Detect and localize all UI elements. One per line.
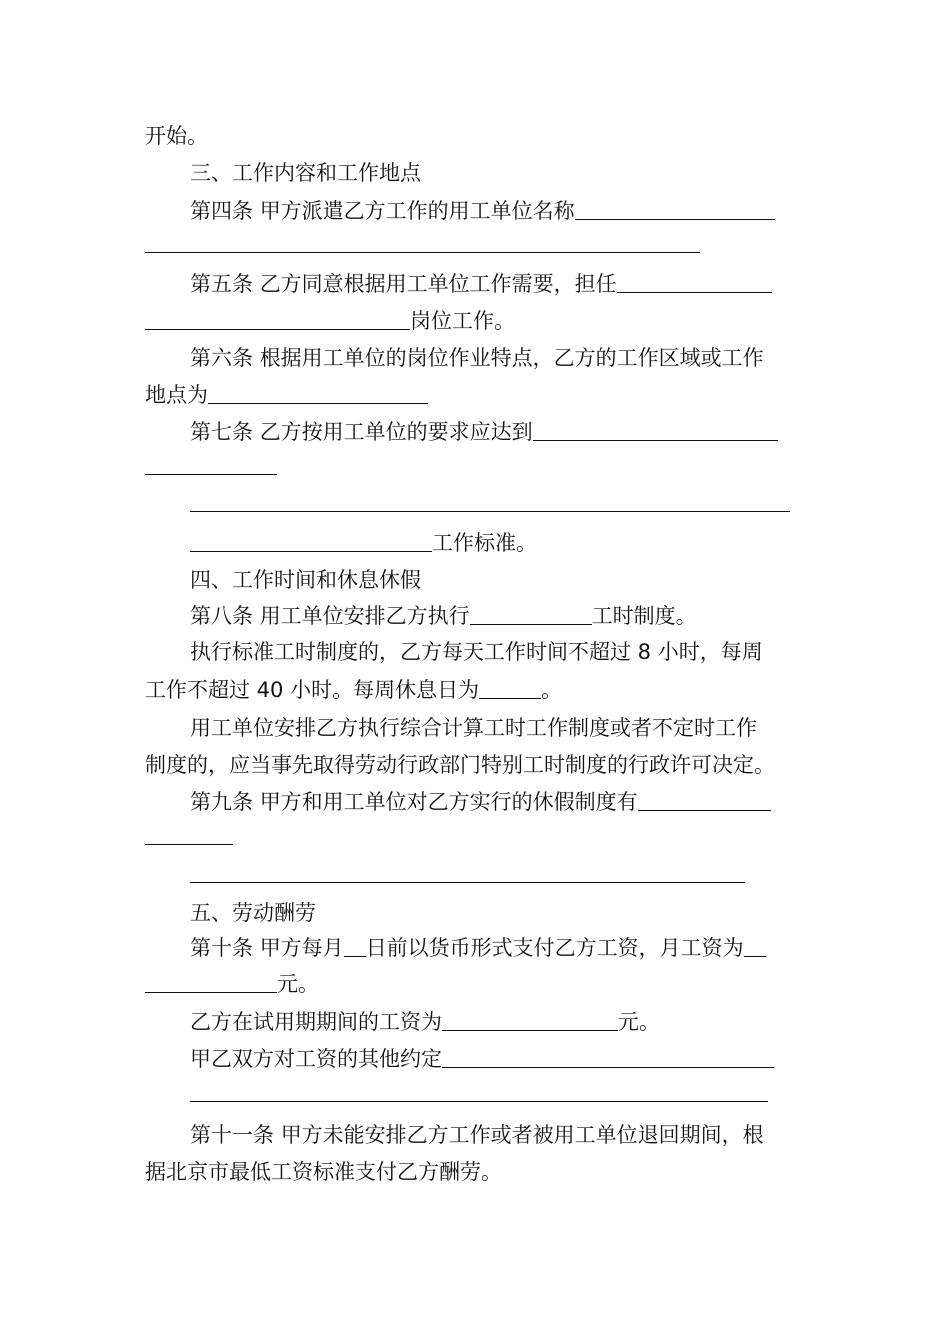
article-10: 第十条 甲方每月 日前以货币形式支付乙方工资，月工资为 — [190, 930, 766, 966]
article-text: 甲方派遣乙方工作的用工单位名称 — [259, 199, 575, 223]
fill-blank — [442, 1045, 774, 1068]
article-text: 甲方未能安排乙方工作或者被用工单位退回期间，根 — [280, 1123, 764, 1147]
fill-blank — [442, 1008, 618, 1031]
fill-blank — [638, 788, 771, 811]
article-label: 第五条 — [190, 272, 253, 296]
fill-line — [145, 844, 233, 845]
fill-line — [190, 511, 790, 512]
fill-blank — [208, 381, 428, 404]
fill-line — [190, 882, 745, 883]
fill-blank — [470, 602, 592, 625]
article-6 — [190, 340, 764, 376]
article-text: 乙方按用工单位的要求应达到 — [259, 420, 533, 444]
text-line: 执行标准工时制度的，乙方每天工作时间不超过 8 小时，每周 — [190, 640, 763, 664]
article-text: 用工单位安排乙方执行 — [259, 604, 470, 628]
fill-line — [145, 474, 277, 475]
article-label: 第七条 — [190, 420, 253, 444]
article-5 — [190, 266, 772, 302]
article-label: 第八条 — [190, 604, 253, 628]
text-line: 制度的，应当事先取得劳动行政部门特别工时制度的行政许可决定。 — [145, 753, 775, 777]
fill-blank — [145, 307, 410, 330]
section-heading: 四、工作时间和休息休假 — [190, 568, 421, 592]
article-7-continued: 工作标准。 — [190, 525, 537, 561]
other-agreement: 甲乙双方对工资的其他约定 — [190, 1041, 774, 1077]
article-8: 第八条 用工单位安排乙方执行 工时制度。 — [190, 604, 697, 628]
article-label: 第十一条 — [190, 1123, 274, 1147]
fill-blank — [744, 934, 766, 957]
fill-blank — [190, 529, 432, 552]
article-text: 乙方同意根据用工单位工作需要，担任 — [259, 272, 617, 296]
article-5-continued: 岗位工作。 — [145, 303, 515, 339]
text-line: 用工单位安排乙方执行综合计算工时工作制度或者不定时工作 — [190, 716, 757, 740]
fill-line — [190, 1101, 768, 1102]
fill-blank — [575, 197, 775, 220]
article-11 — [190, 1117, 764, 1153]
fill-blank — [479, 676, 541, 699]
text-line: 开始。 — [145, 124, 208, 148]
article-6-continued: 地点为 — [145, 377, 428, 413]
section-heading: 五、劳动酬劳 — [190, 901, 316, 925]
fill-blank — [344, 934, 366, 957]
article-9 — [190, 784, 771, 820]
article-text: 甲方和用工单位对乙方实行的休假制度有 — [259, 790, 638, 814]
section-heading: 三、工作内容和工作地点 — [190, 161, 421, 185]
article-text: 根据用工单位的岗位作业特点，乙方的工作区域或工作 — [259, 346, 764, 370]
article-label: 第六条 — [190, 346, 253, 370]
article-10-continued: 元。 — [145, 966, 319, 1002]
article-label: 第九条 — [190, 790, 253, 814]
fill-blank — [617, 270, 772, 293]
text-line: 工作不超过 40 小时。每周休息日为 。 — [145, 678, 563, 702]
fill-line — [145, 252, 700, 253]
article-11-continued: 据北京市最低工资标准支付乙方酬劳。 — [145, 1160, 502, 1184]
fill-blank — [533, 418, 778, 441]
article-4 — [190, 193, 775, 229]
article-label: 第四条 — [190, 199, 253, 223]
article-7 — [190, 414, 778, 450]
article-label: 第十条 — [190, 936, 253, 960]
probation-wage: 乙方在试用期期间的工资为 元。 — [190, 1010, 660, 1034]
fill-blank — [145, 970, 277, 993]
